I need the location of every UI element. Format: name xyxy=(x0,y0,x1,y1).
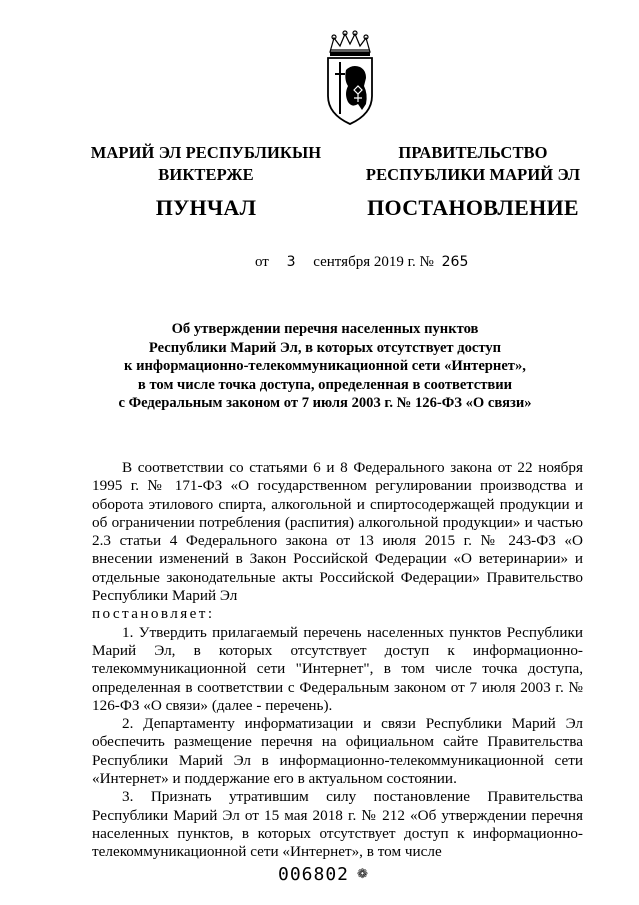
decree-line xyxy=(92,605,583,623)
document-body xyxy=(92,459,583,862)
header-left-line2: ВИКТЕРЖЕ xyxy=(158,165,254,184)
document-number: 265 xyxy=(441,254,469,270)
title-line: к информационно-телекоммуникационной сети «Интернет», xyxy=(124,358,526,375)
header-right-doc-type: ПОСТАНОВЛЕНИЕ xyxy=(367,195,579,220)
date-line xyxy=(255,254,468,271)
serial-number: 006802 xyxy=(278,864,350,885)
date-month-year: сентября 2019 г. № xyxy=(313,254,434,270)
header-left-doc-type: ПУНЧАЛ xyxy=(155,195,257,220)
date-prefix: от xyxy=(255,254,269,270)
title-line: Республики Марий Эл, в которых отсутствует доступ xyxy=(148,339,502,356)
header-right xyxy=(360,142,586,222)
item-3-paragraph: 3. Признать утратившим силу постановление Правительства Республики Марий Эл от 15 мая 2018 г. № 212 «Об утверждении перечня населенных пунктов, в которых отсутствует доступ к информационно-телекоммуникационной сети «Интернет», в том числе xyxy=(92,788,583,861)
document-title xyxy=(90,320,560,413)
title-line: в том числе точка доступа, определенная в соответствии xyxy=(137,376,513,393)
item-1-paragraph: 1. Утвердить прилагаемый перечень населенных пунктов Республики Марий Эл, в которых отсутствует доступ к информационно-телекоммуникационной сети "Интернет", в том числе точка доступа, определенная в соответствии с Федеральным законом от 7 июля 2003 г. № 126-ФЗ «О связи» (далее - перечень). xyxy=(92,623,583,714)
intro-text: В соответствии со статьями 6 и 8 Федерального закона от 22 ноября 1995 г. № 171-ФЗ «О государственном регулировании производства и оборота этилового спирта, алкогольной и спиртосодержащей продукции и об ограничении потребления (распития) алкогольной продукции» и частью 2.3 статьи 4 Федерального закона от 13 июля 2015 г. № 243-ФЗ «О внесении изменений в Закон Российской Федерации «О ветеринарии» и отдельные законодательные акты Российской Федерации» Правительство Республики Марий Эл xyxy=(92,459,583,605)
intro-paragraph xyxy=(92,459,583,605)
coat-of-arms-icon xyxy=(322,30,378,126)
header-right-line2: РЕСПУБЛИКИ МАРИЙ ЭЛ xyxy=(365,165,581,184)
header-left-line1: МАРИЙ ЭЛ РЕСПУБЛИКЫН xyxy=(90,143,322,162)
footer-serial xyxy=(278,864,369,885)
decree-word: постановляет: xyxy=(92,605,215,623)
date-day: 3 xyxy=(286,254,296,270)
title-line: Об утверждении перечня населенных пунктов xyxy=(171,321,479,337)
ornament-icon: ❁ xyxy=(357,867,369,882)
item-2-paragraph: 2. Департаменту информатизации и связи Республики Марий Эл обеспечить размещение перечня на официальном сайте Правительства Республики Марий Эл в информационно-телекоммуникационной сети «Интернет» и поддержание его в актуальном состоянии. xyxy=(92,715,583,788)
header-right-line1: ПРАВИТЕЛЬСТВО xyxy=(398,143,548,162)
header-left xyxy=(90,142,322,222)
title-line: с Федеральным законом от 7 июля 2003 г. № 126-ФЗ «О связи» xyxy=(118,395,532,412)
